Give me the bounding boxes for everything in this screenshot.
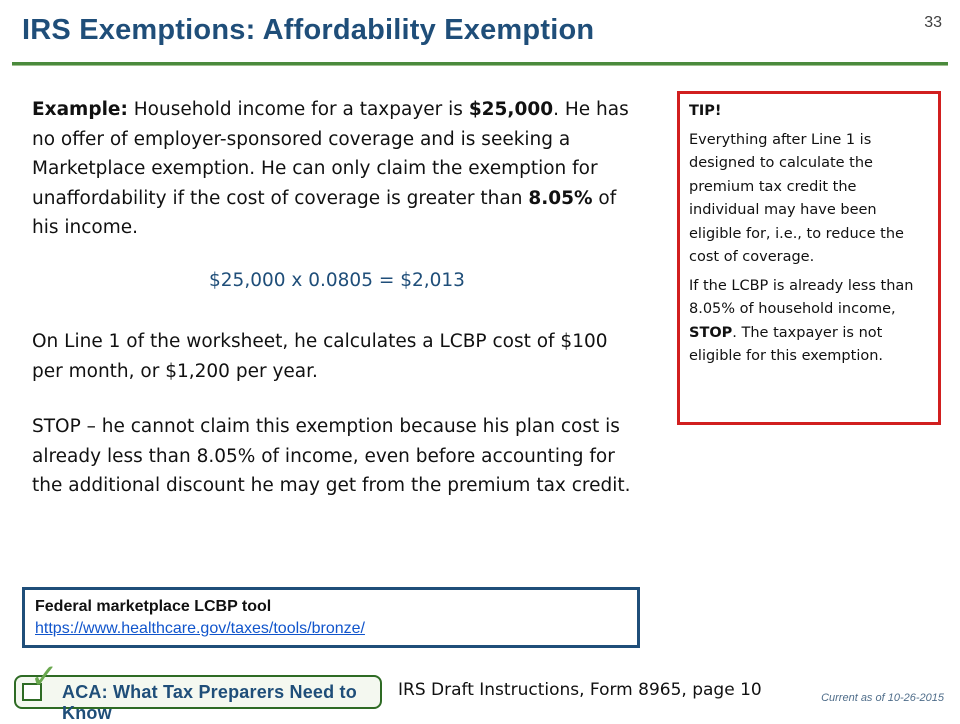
example-text-2: . He has no offer of employer-sponsored coverage and is seeking a Marketplace exemption. He can only claim the exemption for unaffordability if the cost of coverage is greater than [32,99,629,209]
page-number: 33 [924,14,942,31]
example-percent: 8.05% [528,187,593,209]
tip-paragraph-2 [689,275,928,369]
example-text-3: of his income. [32,187,617,238]
tip-box [677,91,941,425]
tip-stop: STOP [689,324,733,341]
example-paragraph [32,95,642,243]
logo-text: ACA: What Tax Preparers Need to Know [62,682,357,723]
stop-paragraph: STOP – he cannot claim this exemption because his plan cost is already less than 8.05% of income, even before accounting for the additional discount he may get from the premium tax credit. [32,416,631,496]
title-divider [12,62,948,65]
slide-title: IRS Exemptions: Affordability Exemption [22,14,595,46]
current-as-of: Current as of 10-26-2015 [821,692,944,704]
tip-paragraph-2-post: . The taxpayer is not eligible for this exemption. [689,324,884,364]
lcbp-tool-box [22,587,640,648]
lcbp-tool-link[interactable]: https://www.healthcare.gov/taxes/tools/bronze/ [35,620,365,637]
source-citation: IRS Draft Instructions, Form 8965, page 10 [398,680,762,700]
tip-paragraph-1: Everything after Line 1 is designed to calculate the premium tax credit the individual may have been eligible for, i.e., to reduce the cost of coverage. [689,131,904,265]
lcbp-tool-label: Federal marketplace LCBP tool [35,598,272,615]
checkmark-icon: ✓ [30,657,59,697]
formula: $25,000 x 0.0805 = $2,013 [209,270,465,291]
example-text-1: Household income for a taxpayer is [127,99,469,120]
tip-heading: TIP! [689,103,722,119]
example-label: Example: [32,99,128,120]
aca-logo [14,657,382,723]
tip-paragraph-2-pre: If the LCBP is already less than 8.05% of household income, [689,277,914,317]
line1-paragraph: On Line 1 of the worksheet, he calculates a LCBP cost of $100 per month, or $1,200 per year. [32,331,608,382]
example-income: $25,000 [468,99,554,120]
